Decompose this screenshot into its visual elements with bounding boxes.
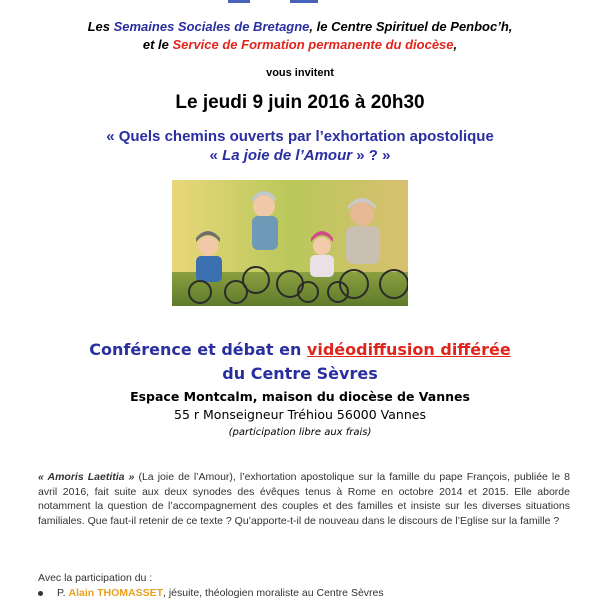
exhortation-title: La joie de l’Amour [222,147,353,164]
amoris-laetitia-title: « Amoris Laetitia » [38,471,135,483]
quote-open: « [209,147,223,164]
venue-address: 55 r Monseigneur Tréhiou 56000 Vannes [174,407,426,422]
description-body: (La joie de l’Amour), l’exhortation apostolique sur la famille du pape François, publiée le 8 avril 2016, fait suite aux deux synodes des évêques tenus à Rome en octobre 2014 et 2015. Elle aborde notamment la question de l’accompagnement des couples et des familles et insiste sur les diverses situations familiales. Que faut-il retenir de ce texte ? Qu’apporte-t-il de nouveau dans le discours de l’Eglise sur la famille ? [38,471,570,527]
speaker-item [38,587,384,599]
question-line-1: « Quels chemins ouverts par l’exhortation apostolique [106,128,494,145]
intro-text: , le Centre Spirituel de Penboc’h, [309,19,513,34]
participation-label: Avec la participation du : [38,572,153,584]
org-service-formation: Service de Formation permanente du diocèse [172,37,454,52]
videodiffusion-highlight: vidéodiffusion différée [306,340,511,359]
speaker-role: , jésuite, théologien moraliste au Centre Sèvres [163,587,384,599]
header-mark-right [290,0,318,3]
speaker-name: Alain THOMASSET [68,587,163,599]
description-paragraph [38,470,570,528]
bullet-icon [38,591,43,596]
conference-line-2: du Centre Sèvres [222,364,378,383]
organizers-line-2 [0,36,600,54]
venue-block [0,388,600,442]
header-mark-left [228,0,250,3]
family-cycling-photo [172,180,408,306]
venue-note: (participation libre aux frais) [228,427,372,438]
invite-text: vous invitent [266,67,334,79]
org-semaines-sociales: Semaines Sociales de Bretagne [113,19,310,34]
event-question [0,127,600,165]
organizers-intro [0,18,600,54]
conference-line-1 [0,338,600,362]
intro-text: , [453,37,458,52]
venue-place: Espace Montcalm, maison du diocèse de Vannes [130,389,470,404]
photo-illustration [172,180,408,306]
question-line-2 [0,146,600,165]
conference-heading [0,338,600,386]
organizers-line-1 [0,18,600,36]
intro-text: et le [142,37,173,52]
conference-text: Conférence et débat en [89,340,307,359]
intro-text: Les [87,19,114,34]
speaker-title: P. [57,587,69,599]
quote-close: » ? » [352,147,391,164]
event-date: Le jeudi 9 juin 2016 à 20h30 [175,92,425,113]
